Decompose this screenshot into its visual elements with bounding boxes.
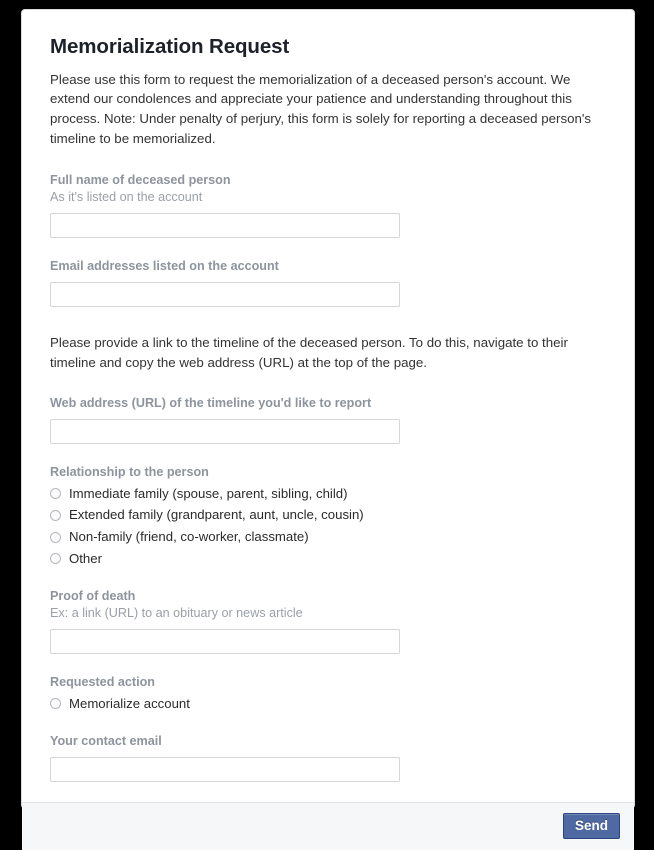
relationship-label: Relationship to the person [50,464,209,479]
form-footer [22,802,634,850]
timeline-instructions-paragraph: Please provide a link to the timeline of the deceased person. To do this, navigate to their timeline and copy the web address (URL) at the top of the page. [50,335,568,370]
relationship-option-label: Other [69,551,102,567]
radio-circle-icon[interactable] [50,532,61,543]
relationship-option-non-family[interactable] [50,528,606,546]
relationship-option-extended-family[interactable] [50,506,606,524]
field-requested-action [50,674,606,713]
radio-circle-icon[interactable] [50,510,61,521]
field-relationship [50,464,606,568]
field-web-address [50,395,606,444]
radio-circle-icon[interactable] [50,553,61,564]
radio-circle-icon[interactable] [50,698,61,709]
field-contact-email [50,733,606,782]
requested-action-option-label: Memorialize account [69,695,190,711]
relationship-option-label: Immediate family (spouse, parent, sibling, child) [69,485,348,501]
memorialization-request-card [21,9,635,833]
requested-action-radio-group [50,695,606,713]
send-button[interactable]: Send [563,813,620,840]
relationship-option-label: Extended family (grandparent, aunt, uncle, cousin) [69,507,364,523]
contact-email-input[interactable] [50,757,400,782]
requested-action-label: Requested action [50,674,155,689]
radio-circle-icon[interactable] [50,488,61,499]
contact-email-label: Your contact email [50,733,162,748]
requested-action-option-memorialize[interactable] [50,695,606,713]
full-name-sublabel: As it's listed on the account [50,190,203,205]
relationship-option-immediate-family[interactable] [50,485,606,503]
intro-paragraph: Please use this form to request the memorialization of a deceased person's account. We extend our condolences and appreciate your patience and understanding throughout this process. Note: Under penalty of perjury, this form is solely for reporting a deceased person's timeline to be memorialized. [50,71,592,146]
web-address-input[interactable] [50,419,400,444]
form-body [22,10,634,802]
page-title: Memorialization Request [50,35,290,58]
field-proof-of-death [50,588,606,654]
full-name-input[interactable] [50,213,400,238]
web-address-label: Web address (URL) of the timeline you'd like to report [50,395,372,410]
proof-of-death-label: Proof of death [50,588,136,603]
field-full-name [50,172,606,238]
proof-of-death-input[interactable] [50,629,400,654]
field-email-addresses [50,258,606,307]
relationship-radio-group [50,485,606,568]
email-addresses-input[interactable] [50,282,400,307]
relationship-option-label: Non-family (friend, co-worker, classmate) [69,529,309,545]
email-addresses-label: Email addresses listed on the account [50,259,279,274]
relationship-option-other[interactable] [50,550,606,568]
full-name-label: Full name of deceased person [50,173,231,188]
proof-of-death-sublabel: Ex: a link (URL) to an obituary or news article [50,605,303,620]
